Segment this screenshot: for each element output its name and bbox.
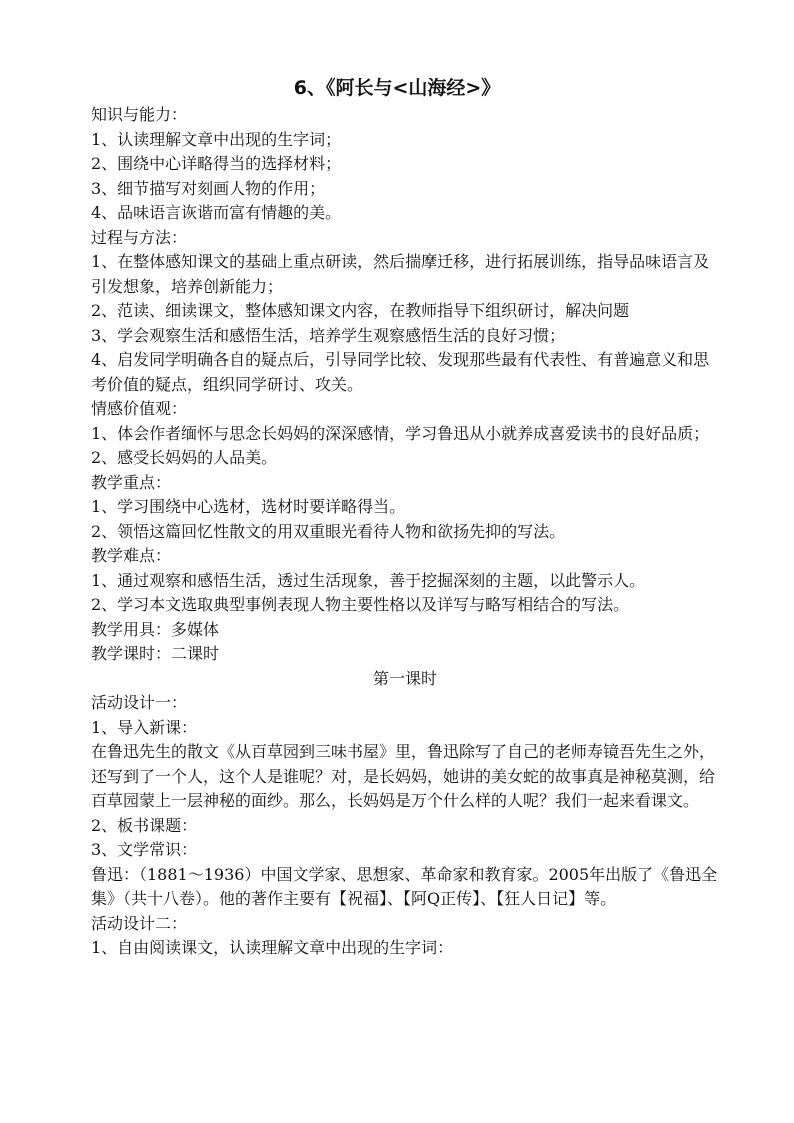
text-line: 3、文学常识： bbox=[91, 840, 198, 859]
text-paragraph: 4、启发同学明确各自的疑点后，引导同学比较、发现那些最有代表性、有普遍意义和思考价值的疑点，组织同学研讨、攻关。 bbox=[91, 350, 710, 394]
text-line: 2、板书课题： bbox=[91, 815, 198, 835]
text-line: 教学课时：二课时 bbox=[91, 644, 220, 663]
section-heading: 第一课时 bbox=[372, 668, 437, 688]
text-line: 2、感受长妈妈的人品美。 bbox=[91, 448, 278, 467]
document-title: 6、《阿长与<山海经>》 bbox=[293, 77, 501, 99]
text-paragraph: 1、体会作者缅怀与思念长妈妈的深深感情，学习鲁迅从小就养成喜爱读书的良好品质； bbox=[91, 423, 710, 443]
text-line: 1、学习围绕中心选材，选材时要详略得当。 bbox=[91, 497, 406, 516]
text-line: 过程与方法： bbox=[91, 227, 188, 247]
text-line: 3、细节描写对刻画人物的作用； bbox=[91, 178, 326, 198]
text-line: 教学用具：多媒体 bbox=[91, 619, 220, 639]
text-line: 2、范读、细读课文，整体感知课文内容，在教师指导下组织研讨，解决问题 bbox=[91, 301, 630, 320]
text-line: 2、领悟这篇回忆性散文的用双重眼光看待人物和欲扬先抑的写法。 bbox=[91, 521, 566, 541]
text-line: 活动设计一： bbox=[91, 693, 188, 712]
text-paragraph: 鲁迅：（1881～1936）中国文学家、思想家、革命家和教育家。2005年出版了《鲁迅全集》（共十八卷）。他的著作主要有【祝福】、【阿Q正传】、【狂人日记】等。 bbox=[91, 864, 718, 908]
text-paragraph: 1、在整体感知课文的基础上重点研读，然后揣摩迁移，进行拓展训练，指导品味语言及引发想象，培养创新能力； bbox=[91, 252, 710, 296]
text-line: 教学重点： bbox=[91, 472, 172, 492]
text-line: 2、学习本文选取典型事例表现人物主要性格以及详写与略写相结合的写法。 bbox=[91, 595, 630, 614]
text-line: 1、认读理解文章中出现的生字词； bbox=[91, 129, 342, 149]
text-line: 1、导入新课： bbox=[91, 717, 198, 737]
text-line: 活动设计二： bbox=[91, 913, 188, 933]
text-line: 2、围绕中心详略得当的选择材料； bbox=[91, 154, 342, 173]
text-line: 1、通过观察和感悟生活，透过生活现象，善于挖掘深刻的主题，以此警示人。 bbox=[91, 570, 646, 590]
text-line: 3、学会观察生活和感悟生活，培养学生观察感悟生活的良好习惯； bbox=[91, 325, 566, 345]
text-line: 知识与能力： bbox=[91, 105, 188, 124]
text-line: 教学难点： bbox=[91, 546, 172, 565]
text-line: 情感价值观： bbox=[91, 399, 188, 418]
text-line: 4、品味语言诙谐而富有情趣的美。 bbox=[91, 203, 342, 222]
document-body bbox=[91, 103, 719, 961]
text-line: 1、自由阅读课文，认读理解文章中出现的生字词： bbox=[91, 938, 454, 957]
text-paragraph: 在鲁迅先生的散文《从百草园到三味书屋》里，鲁迅除写了自己的老师寿镜吾先生之外，还写到了一个人，这个人是谁呢？对，是长妈妈，她讲的美女蛇的故事真是神秘莫测，给百草园蒙上一层神秘的面纱。那么，长妈妈是万个什么样的人呢？我们一起来看课文。 bbox=[91, 742, 716, 810]
